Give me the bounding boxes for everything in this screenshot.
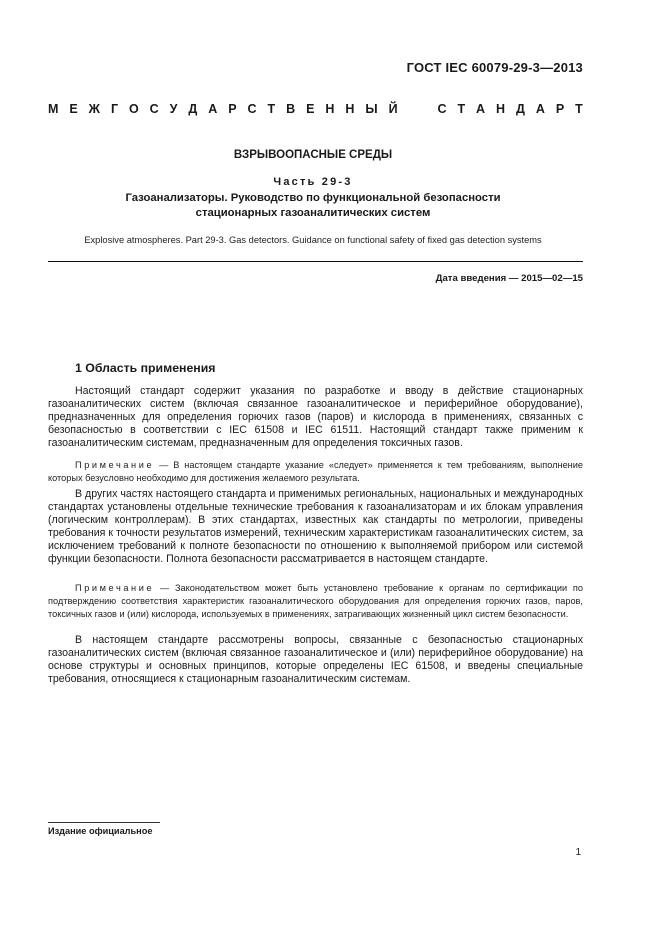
document-id: ГОСТ IEC 60079-29-3—2013 xyxy=(406,60,583,75)
banner-letter: Е xyxy=(69,102,78,116)
footer-divider xyxy=(48,822,160,823)
banner-letter: Ж xyxy=(88,102,100,116)
banner-letter: Т xyxy=(575,102,583,116)
banner-letter: В xyxy=(286,102,296,116)
introduction-date: Дата введения — 2015—02—15 xyxy=(435,273,583,284)
note-2-block xyxy=(48,582,583,621)
banner-letter: Р xyxy=(228,102,237,116)
banner-letter: Д xyxy=(516,102,525,116)
banner-letter: Е xyxy=(306,102,315,116)
banner-letter: А xyxy=(208,102,218,116)
banner-letter: С xyxy=(437,102,447,116)
note-2-label: Примечание xyxy=(75,583,155,593)
banner-letter: С xyxy=(149,102,159,116)
paragraph-3: В настоящем стандарте рассмотрены вопросы, связанные с безопасностью стационарных газоаналитических систем (включая связанное газоаналитическое и (или) периферийное оборудование) на основе структуры и основных принципов, которые определены IEC 61508, и введены специальные требования, относящиеся к стационарным газоаналитическим системам. xyxy=(48,634,583,686)
section-heading: 1 Область применения xyxy=(75,361,216,375)
paragraph-2: В других частях настоящего стандарта и применимых региональных, национальных и международных стандартах установлены отдельные технические требования к газоанализаторам и их блокам управления (логическим контроллерам). В этих стандартах, известных как стандарты по метрологии, приведены требования к точности результатов измерений, техническим характеристикам газоаналитических систем, за исключением требований к полноте безопасности по отношению к выполняемой прибором или системой функции безопасности. Полнота безопасности рассматривается в настоящем стандарте. xyxy=(48,488,583,566)
part-number: Часть 29-3 xyxy=(273,176,353,188)
banner-letter: О xyxy=(128,102,139,116)
subtitle-line-2: стационарных газоаналитических систем xyxy=(195,206,431,219)
standard-title: ВЗРЫВООПАСНЫЕ СРЕДЫ xyxy=(233,149,393,161)
note-1-text: — В настоящем стандарте указание «следует» применяется к тем требованиям, выполнение которых безусловно необходимо для достижения желаемого результата. xyxy=(48,460,583,483)
banner-letter: Р xyxy=(555,102,565,116)
banner-letter: У xyxy=(169,102,178,116)
banner-letter: А xyxy=(476,102,486,116)
banner-letter: Ы xyxy=(365,102,378,116)
page-number: 1 xyxy=(575,847,581,858)
standard-subtitle xyxy=(0,191,626,220)
note-2-text: — Законодательством может быть установлено требование к органам по сертификации по подтверждению соответствия характеристик газоаналитического оборудования для определения горючих газов, паров, токсичных газов и (или) кислорода, используемых в применениях, затрагивающих жизненный цикл систем безопасности. xyxy=(48,583,583,619)
english-title: Explosive atmospheres. Part 29-3. Gas detectors. Guidance on functional safety of fixed gas detection systems xyxy=(84,235,542,245)
banner-letter: Т xyxy=(457,102,466,116)
banner-letter: Й xyxy=(388,102,398,116)
note-1-label: Примечание xyxy=(75,460,155,470)
edition-label: Издание официальное xyxy=(48,826,153,836)
paragraph-1: Настоящий стандарт содержит указания по разработке и вводу в действие стационарных газоаналитических систем (включая связанное газоаналитическое и периферийное оборудование), предназначенных для определения горючих газов (паров) и кислорода в применениях, связанных с безопасностью в соответствии с IEC 61508 и IEC 61511. Настоящий стандарт также применим к газоаналитическим системам, предназначенным для определения токсичных газов. xyxy=(48,385,583,450)
subtitle-line-1: Газоанализаторы. Руководство по функциональной безопасности xyxy=(125,192,501,204)
paragraph-1-block xyxy=(48,385,583,450)
paragraph-3-block xyxy=(48,634,583,686)
note-2 xyxy=(48,582,583,621)
banner-letter: Т xyxy=(267,102,276,116)
banner-letter: С xyxy=(247,102,257,116)
banner-letter: М xyxy=(48,102,59,116)
banner-letter: Н xyxy=(496,102,506,116)
banner-letter: А xyxy=(535,102,545,116)
note-1 xyxy=(48,459,583,485)
banner-letter: Н xyxy=(325,102,335,116)
banner-letter: Н xyxy=(345,102,355,116)
standard-type-banner xyxy=(48,102,583,116)
banner-letter: Г xyxy=(110,102,119,116)
note-1-block xyxy=(48,459,583,485)
paragraph-2-block xyxy=(48,488,583,567)
banner-word-gap xyxy=(409,102,427,116)
banner-letter: Д xyxy=(188,102,198,116)
header-divider xyxy=(48,261,583,262)
